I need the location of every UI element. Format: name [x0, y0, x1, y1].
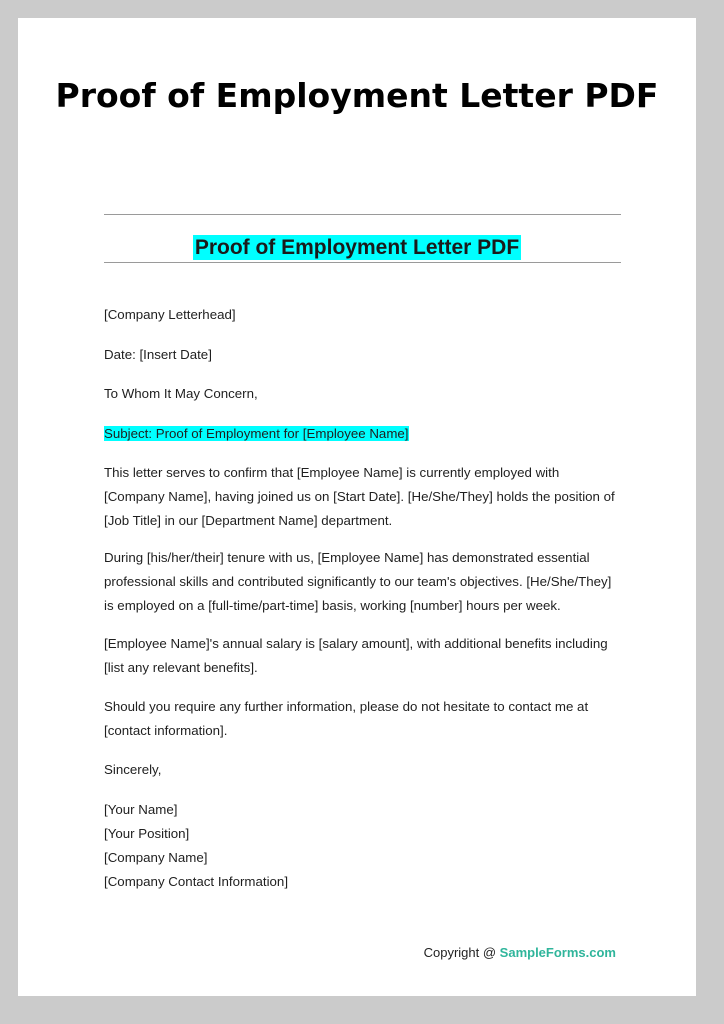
heading-divider-bottom	[104, 262, 621, 263]
document-heading	[18, 233, 696, 261]
salutation: To Whom It May Concern,	[104, 386, 258, 401]
signature-company: [Company Name]	[104, 850, 208, 865]
signature-block	[104, 798, 644, 894]
paragraph-line: This letter serves to confirm that [Employee Name] is currently employed with	[104, 465, 560, 480]
brand-link[interactable]: SampleForms.com	[499, 945, 616, 960]
paragraph-line: [Employee Name]'s annual salary is [salary amount], with additional benefits including	[104, 636, 608, 651]
letter-date: Date: [Insert Date]	[104, 347, 212, 362]
paragraph-line: professional skills and contributed significantly to our team's objectives. [He/She/They]	[104, 574, 612, 589]
subject-text: Subject: Proof of Employment for [Employee Name]	[104, 426, 409, 441]
paragraph-tenure	[104, 546, 644, 618]
paragraph-confirmation	[104, 461, 644, 533]
copyright-footer	[424, 945, 616, 960]
paragraph-contact	[104, 695, 644, 743]
paragraph-salary	[104, 632, 644, 680]
document-heading-text: Proof of Employment Letter PDF	[194, 236, 520, 259]
signature-name: [Your Name]	[104, 802, 178, 817]
heading-divider-top	[104, 214, 621, 215]
paragraph-line: [Job Title] in our [Department Name] department.	[104, 513, 393, 528]
signature-contact: [Company Contact Information]	[104, 874, 289, 889]
paragraph-line: [Company Name], having joined us on [Start Date]. [He/She/They] holds the position of	[104, 489, 615, 504]
paragraph-line: [contact information].	[104, 723, 228, 738]
copyright-label: Copyright @	[423, 945, 500, 960]
closing: Sincerely,	[104, 762, 162, 777]
subject-line	[104, 422, 644, 446]
paragraph-line: is employed on a [full-time/part-time] basis, working [number] hours per week.	[104, 598, 561, 613]
paragraph-line: During [his/her/their] tenure with us, [Employee Name] has demonstrated essential	[104, 550, 590, 565]
document-page	[14, 14, 700, 1000]
page-title: Proof of Employment Letter PDF	[55, 76, 659, 115]
paragraph-line: [list any relevant benefits].	[104, 660, 258, 675]
letterhead: [Company Letterhead]	[104, 307, 236, 322]
signature-position: [Your Position]	[104, 826, 190, 841]
paragraph-line: Should you require any further information, please do not hesitate to contact me at	[104, 699, 589, 714]
